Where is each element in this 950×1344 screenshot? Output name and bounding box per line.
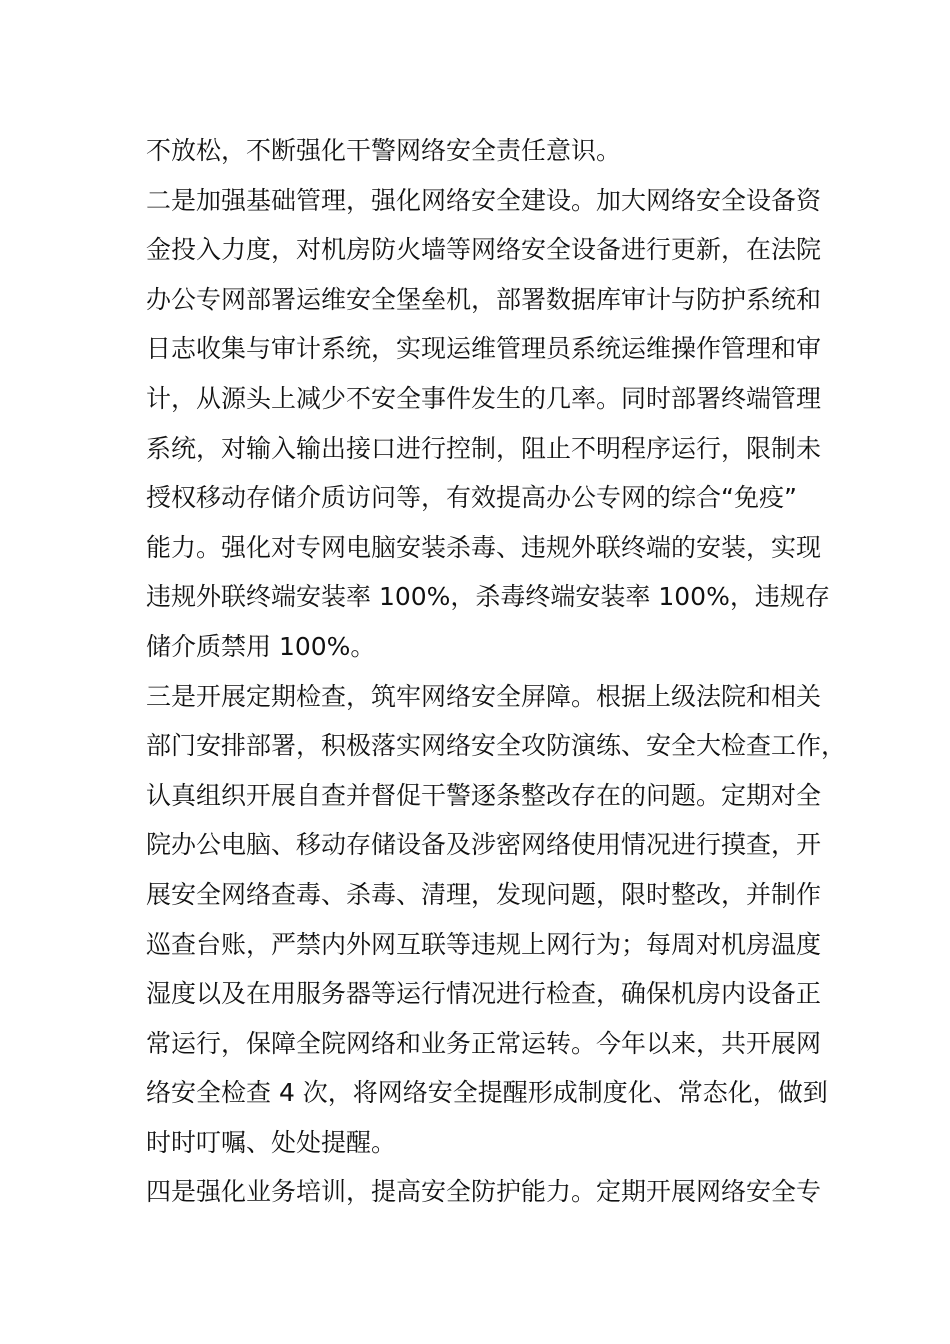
text-line: 三是开展定期检查，筑牢网络安全屏障。根据上级法院和相关 bbox=[146, 681, 822, 711]
text-line: 计，从源头上减少不安全事件发生的几率。同时部署终端管理 bbox=[146, 383, 822, 413]
text-line: 认真组织开展自查并督促干警逐条整改存在的问题。定期对全 bbox=[146, 780, 822, 810]
text-line: 违规外联终端安装率 100%，杀毒终端安装率 100%，违规存 bbox=[146, 582, 830, 612]
text-line: 不放松，不断强化干警网络安全责任意识。 bbox=[146, 136, 622, 165]
text-line: 日志收集与审计系统，实现运维管理员系统运维操作管理和审 bbox=[146, 334, 822, 364]
text-line: 能力。强化对专网电脑安装杀毒、违规外联终端的安装，实现 bbox=[146, 532, 822, 562]
text-line: 二是加强基础管理，强化网络安全建设。加大网络安全设备资 bbox=[146, 185, 822, 215]
text-line: 常运行，保障全院网络和业务正常运转。今年以来，共开展网 bbox=[146, 1028, 822, 1058]
text-line: 院办公电脑、移动存储设备及涉密网络使用情况进行摸查，开 bbox=[146, 830, 822, 860]
text-line: 巡查台账，严禁内外网互联等违规上网行为；每周对机房温度 bbox=[146, 929, 822, 959]
body-text bbox=[146, 126, 847, 1217]
text-line: 展安全网络查毒、杀毒、清理，发现问题，限时整改，并制作 bbox=[146, 879, 822, 909]
text-line: 办公专网部署运维安全堡垒机，部署数据库审计与防护系统和 bbox=[146, 284, 822, 314]
text-line: 湿度以及在用服务器等运行情况进行检查，确保机房内设备正 bbox=[146, 979, 822, 1009]
text-line: 部门安排部署，积极落实网络安全攻防演练、安全大检查工作， bbox=[146, 731, 847, 761]
text-line: 系统，对输入输出接口进行控制，阻止不明程序运行，限制未 bbox=[146, 433, 822, 463]
text-line: 络安全检查 4 次，将网络安全提醒形成制度化、常态化，做到 bbox=[146, 1078, 828, 1108]
text-line: 授权移动存储介质访问等，有效提高办公专网的综合“免疫” bbox=[146, 483, 797, 513]
text-line: 金投入力度，对机房防火墙等网络安全设备进行更新，在法院 bbox=[146, 235, 822, 265]
text-line: 四是强化业务培训，提高安全防护能力。定期开展网络安全专 bbox=[146, 1177, 822, 1207]
text-line: 时时叮嘱、处处提醒。 bbox=[146, 1127, 397, 1157]
text-line: 储介质禁用 100%。 bbox=[146, 631, 376, 661]
